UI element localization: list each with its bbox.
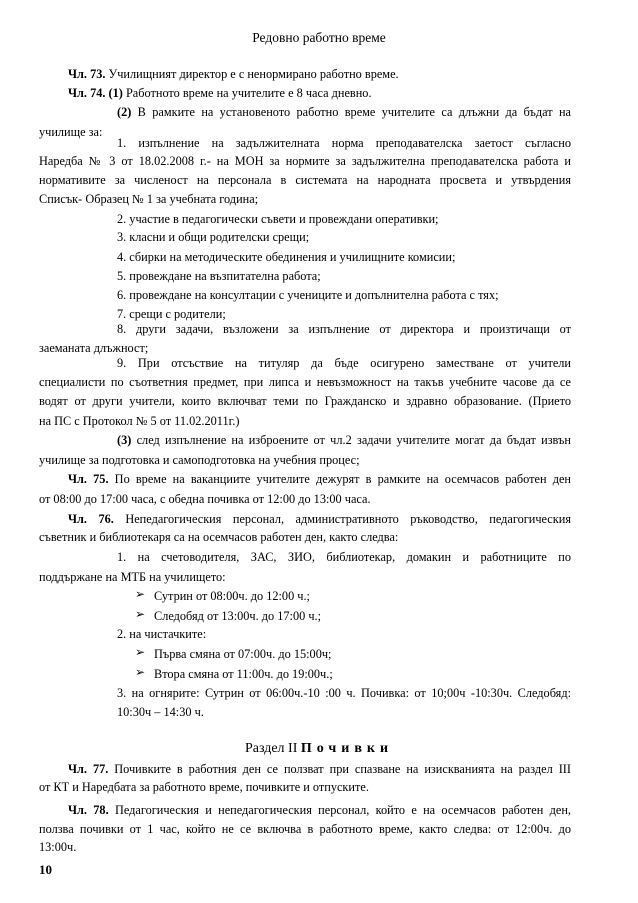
paragraph-number: (1) xyxy=(105,86,123,101)
article-text: от 08:00 до 17:00 часа, с обедна почивка от 12:00 до 13:00 часа. xyxy=(39,491,371,506)
article-73 xyxy=(68,67,571,82)
list-item-2: 2. участие в педагогически съвети и провеждани оперативки; xyxy=(117,211,439,226)
article-text: Педагогическия и непедагогическия персонал, който е на осемчасов работен ден, xyxy=(108,803,571,817)
bullet-item: Втора смяна от 11:00ч. до 19:00ч.; xyxy=(154,666,333,681)
article-text: По време на ваканциите учителите дежурят в рамките на осемчасов работен ден xyxy=(108,472,571,487)
bullet-item: Следобяд от 13:00ч. до 17:00 ч.; xyxy=(154,608,321,623)
list-item-8: 8. други задачи, възложени за изпълнение от директора и произтичащи от xyxy=(117,322,571,337)
article-number: Чл. 73. xyxy=(68,66,106,81)
article-number: Чл. 74. xyxy=(68,86,106,101)
list-item-4: 4. сбирки на методическите обединения и училищните комисии; xyxy=(117,249,456,264)
list-item-9-cont: специалисти по съответния предмет, при липса и невъзможност на такъв учебните часове да се xyxy=(39,375,571,390)
article-text: ползва почивки от 1 час, който не се включва в работното време, както следва: от 12:00ч. до xyxy=(39,822,571,836)
article-76 xyxy=(68,512,571,527)
article-78-cont xyxy=(39,822,571,837)
section-title: Почивки xyxy=(300,741,394,756)
paragraph-text: след изпълнение на изброените от чл.2 задачи учителите могат да бъдат извън xyxy=(131,433,571,448)
article-74-paragraph-3 xyxy=(117,433,571,448)
arrow-bullet-icon: ➢ xyxy=(135,664,146,679)
article-text: от КТ и Наредбата за работното време, почивките и отпуските. xyxy=(39,780,369,794)
article-text: Работното време на учителите е 8 часа дневно. xyxy=(122,86,372,101)
article-text: Почивките в работния ден се ползват при спазване на изискванията на раздел III xyxy=(108,762,571,776)
paragraph-text: училище за: xyxy=(39,124,103,139)
article-text: съветник и библиотекаря са на осемчасов работен ден, както следва: xyxy=(39,530,399,545)
paragraph-text: В рамките на установеното работно време учителите са длъжни да бъдат на xyxy=(131,105,571,119)
page-number: 10 xyxy=(39,862,52,877)
list-item-3: 3. на огнярите: Сутрин от 06:00ч.-10 :00 ч. Почивка: от 10;00ч -10:30ч. Следобяд: xyxy=(117,686,571,701)
list-item-9: 9. При отсъствие на титуляр да бъде осигурено заместване от учители xyxy=(117,356,571,371)
section-title: Редовно работно време xyxy=(252,30,386,45)
article-74 xyxy=(68,86,571,101)
article-text: Непедагогическия персонал, административното ръководство, педагогическия xyxy=(113,511,571,526)
article-77-cont xyxy=(39,780,369,795)
list-item-1: 1. на счетоводителя, ЗАС, ЗИО, библиотекар, домакин и работниците по xyxy=(117,549,571,564)
article-number: Чл. 77. xyxy=(68,762,109,776)
paragraph-number: (3) xyxy=(117,433,132,448)
list-item-7: 7. срещи с родители; xyxy=(117,307,226,321)
list-item-5: 5. провеждане на възпитателна работа; xyxy=(117,268,321,283)
article-78 xyxy=(68,803,571,818)
list-item-9-cont: на ПС с Протокол № 5 от 11.02.2011г.) xyxy=(39,413,240,428)
bullet-item: Сутрин от 08:00ч. до 12:00 ч.; xyxy=(154,589,310,604)
article-78-cont xyxy=(39,840,76,855)
article-74-paragraph-2 xyxy=(117,105,571,120)
article-text: 13:00ч. xyxy=(39,840,77,854)
bullet-item: Първа смяна от 07:00ч. до 15:00ч; xyxy=(154,647,332,661)
list-item-3: 3. класни и общи родителски срещи; xyxy=(117,230,310,245)
paragraph-number: (2) xyxy=(117,105,132,119)
list-item-1-cont: поддържане на МТБ на училището: xyxy=(39,569,226,584)
arrow-bullet-icon: ➢ xyxy=(135,587,146,602)
paragraph-text: училище за подготовка и самоподготовка на учебния процес; xyxy=(39,452,360,467)
section-heading xyxy=(0,741,638,757)
article-77 xyxy=(68,762,571,777)
article-number: Чл. 78. xyxy=(68,803,109,817)
arrow-bullet-icon: ➢ xyxy=(135,607,146,621)
list-item-8-cont: заеманата длъжност; xyxy=(39,341,149,356)
section-number: Раздел II xyxy=(244,741,298,756)
list-item-1-cont: Списък- Образец № 1 за учебната година; xyxy=(39,191,259,206)
list-item-6: 6. провеждане на консултации с учениците и допълнителна работа с тях; xyxy=(117,288,499,303)
article-text: Училищният директор е с ненормирано работно време. xyxy=(105,66,399,81)
article-number: Чл. 76. xyxy=(68,511,114,526)
list-item-1: 1. изпълнение на задължителната норма преподавателска заетост съгласно xyxy=(117,135,571,150)
article-number: Чл. 75. xyxy=(68,472,109,487)
list-item-1-cont: Наредба № 3 от 18.02.2008 г.- на МОН за нормите за задължителна преподавателска работа и xyxy=(39,154,571,169)
list-item-2: 2. на чистачките: xyxy=(117,627,207,642)
arrow-bullet-icon: ➢ xyxy=(135,645,146,660)
list-item-3-cont: 10:30ч – 14:30 ч. xyxy=(117,705,204,719)
list-item-1-cont: нормативите за численост на персонала в системата на народната просвета и утвърдения xyxy=(39,173,571,188)
article-75 xyxy=(68,472,571,487)
list-item-9-cont: водят от други учители, които включват теми по Гражданско и здравно образование. (Прието xyxy=(39,393,571,408)
